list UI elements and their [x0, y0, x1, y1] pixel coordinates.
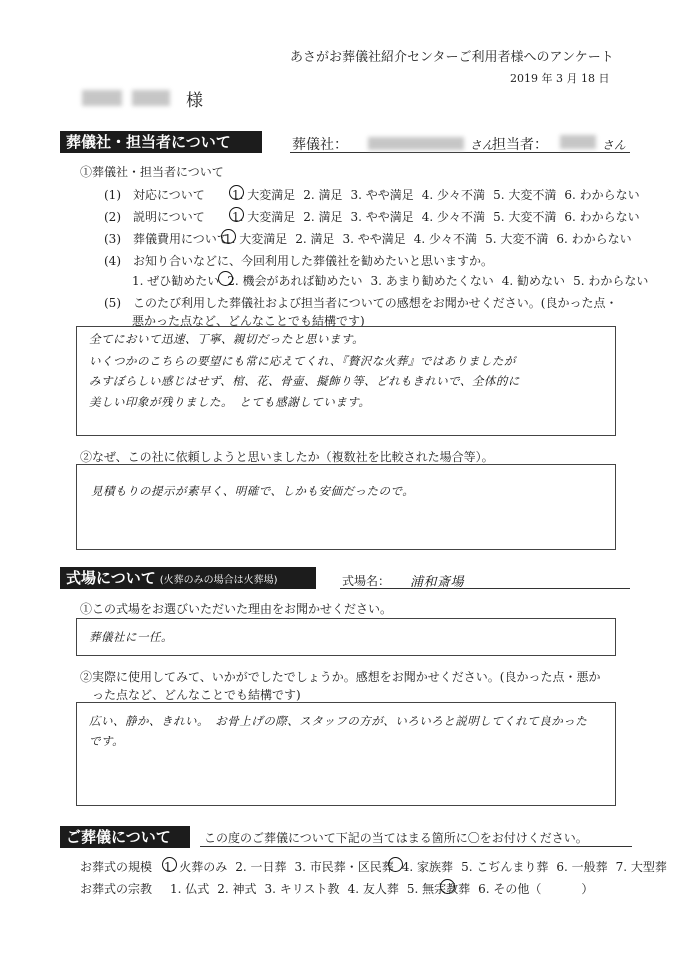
- handwritten-line: いくつかのこちらの要望にも常に応えてくれ、『贅沢な火葬』ではありましたが: [89, 354, 516, 368]
- option: 4. 家族葬: [401, 860, 454, 874]
- option: 4. 勧めない: [501, 274, 566, 288]
- venue-q1-box: [76, 618, 616, 656]
- redacted-company: [368, 137, 464, 150]
- handwritten-line: 葬儀社に一任。: [89, 630, 173, 644]
- option: 2. 満足: [303, 210, 343, 224]
- option: 1. 大変満足: [232, 188, 296, 202]
- option: 6. わからない: [564, 210, 640, 224]
- option: 4. 友人葬: [347, 882, 399, 896]
- recipient-suffix: 様: [186, 91, 203, 111]
- section-company-staff-title: 葬儀社・担当者について: [60, 131, 262, 153]
- option: 1. 仏式: [170, 882, 210, 896]
- option: 3. やや満足: [350, 188, 414, 202]
- selected-circle-scale-4: [388, 857, 403, 872]
- option: 5. 無宗教葬: [406, 882, 471, 896]
- section-venue-title: [60, 567, 316, 589]
- handwritten-line: 見積もりの提示が素早く、明確で、しかも安価だったので。: [91, 484, 415, 498]
- option: 2. 神式: [217, 882, 257, 896]
- option: 1. 大変満足: [232, 210, 296, 224]
- option: 4. 少々不満: [421, 210, 486, 224]
- option: 5. 大変不満: [493, 188, 557, 202]
- survey-title: あさがお葬儀社紹介センターご利用者様へのアンケート: [290, 50, 614, 65]
- q4-question: (4) お知り合いなどに、今回利用した葬儀社を勧めたいと思いますか。: [104, 254, 494, 268]
- venue-q2-box: [76, 702, 616, 806]
- religion-options: [170, 880, 593, 897]
- selected-circle-2: [229, 207, 244, 222]
- q5-line1: (5) このたび利用した葬儀社および担当者についての感想をお聞かせください。(良かった点・: [104, 296, 618, 310]
- section-funeral-title: ご葬儀について: [60, 826, 190, 848]
- rating-label-1: (1) 対応について: [104, 188, 205, 202]
- rating-label-3: (3) 葬儀費用について: [104, 232, 229, 246]
- q2-question: ②なぜ、この社に依頼しようと思いましたか（複数社を比較された場合等）。: [80, 450, 494, 464]
- option: 2. 機会があれば勧めたい: [227, 274, 363, 288]
- staff-label: 担当者：: [492, 137, 548, 153]
- q1-heading: ①葬儀社・担当者について: [80, 165, 224, 179]
- redacted-name-1: [82, 90, 122, 106]
- option: 1. 火葬のみ: [164, 860, 228, 874]
- option: 3. やや満足: [350, 210, 414, 224]
- option: 2. 満足: [303, 188, 343, 202]
- option: 5. わからない: [573, 274, 649, 288]
- q4-options: [132, 272, 656, 289]
- handwritten-line: 美しい印象が残りました。 とても感謝しています。: [89, 395, 371, 409]
- option: 4. 少々不満: [421, 188, 486, 202]
- option: 2. 満足: [295, 232, 335, 246]
- handwritten-line: です。: [89, 734, 125, 748]
- q2-answer-box: [76, 464, 616, 550]
- rating-label-2: (2) 説明について: [104, 210, 205, 224]
- option: 2. 一日葬: [235, 860, 287, 874]
- option: 1. ぜひ勧めたい: [132, 274, 220, 288]
- company-label: 葬儀社：: [292, 137, 348, 153]
- handwritten-line: 全てにおいて迅速、丁寧、親切だったと思います。: [89, 332, 365, 346]
- option: 5. こぢんまり葬: [461, 860, 549, 874]
- redacted-staff: [560, 135, 596, 149]
- company-suffix: さん: [470, 138, 494, 152]
- option: 6. わからない: [564, 188, 640, 202]
- handwritten-line: 広い、静か、きれい。 お骨上げの際、スタッフの方が、いろいろと説明してくれて良かった: [89, 714, 588, 728]
- selected-circle-religion-5: [440, 879, 455, 894]
- survey-date: 2019 年 3 月 18 日: [510, 72, 610, 85]
- handwritten-line: みすぼらしい感じはせず、棺、花、骨壷、擬飾り等、どれもきれいで、全体的に: [89, 374, 520, 388]
- option: ）: [581, 882, 594, 896]
- redacted-name-2: [132, 90, 170, 106]
- selected-circle-3: [221, 229, 236, 244]
- option: 6. 一般葬: [556, 860, 608, 874]
- option: 6. わからない: [556, 232, 632, 246]
- rating-options-1: [232, 186, 648, 203]
- q5-answer-box: [76, 326, 616, 436]
- section-venue-label: 式場について: [66, 569, 156, 587]
- rating-options-3: [224, 230, 640, 247]
- venue-q2-line1: ②実際に使用してみて、いかがでしたでしょうか。感想をお聞かせください。(良かった点・悪か: [80, 670, 601, 684]
- q5-line2: 悪かった点など、どんなことでも結構です): [132, 314, 365, 328]
- selected-circle-q4: [218, 271, 233, 286]
- rating-options-2: [232, 208, 648, 225]
- venue-label: 式場名：: [342, 574, 391, 588]
- option: 3. キリスト教: [264, 882, 340, 896]
- option: 3. やや満足: [342, 232, 406, 246]
- option: 3. あまり勧めたくない: [370, 274, 494, 288]
- venue-value: 浦和斎場: [410, 575, 465, 590]
- option: 4. 少々不満: [413, 232, 478, 246]
- funeral-instruction: この度のご葬儀について下記の当てはまる箇所に〇をお付けください。: [204, 831, 588, 845]
- venue-q1: ①この式場をお選びいただいた理由をお聞かせください。: [80, 602, 393, 616]
- venue-q2-line2: った点など、どんなことでも結構です): [92, 688, 301, 702]
- section-venue-note: (火葬のみの場合は火葬場): [159, 575, 278, 586]
- option: 5. 大変不満: [493, 210, 557, 224]
- scale-label: お葬式の規模: [80, 860, 153, 874]
- selected-circle-scale-1: [162, 857, 177, 872]
- option: 5. 大変不満: [485, 232, 549, 246]
- option: 3. 市民葬・区民葬: [294, 860, 394, 874]
- religion-label: お葬式の宗教: [80, 882, 153, 896]
- scale-options: [164, 858, 675, 875]
- staff-suffix: さん: [602, 138, 626, 152]
- option: 6. その他（: [478, 882, 542, 896]
- instruction-underline: [200, 846, 632, 847]
- option: 7. 大型葬: [615, 860, 667, 874]
- venue-underline: [340, 588, 630, 589]
- option: 1. 大変満足: [224, 232, 288, 246]
- selected-circle-1: [229, 185, 244, 200]
